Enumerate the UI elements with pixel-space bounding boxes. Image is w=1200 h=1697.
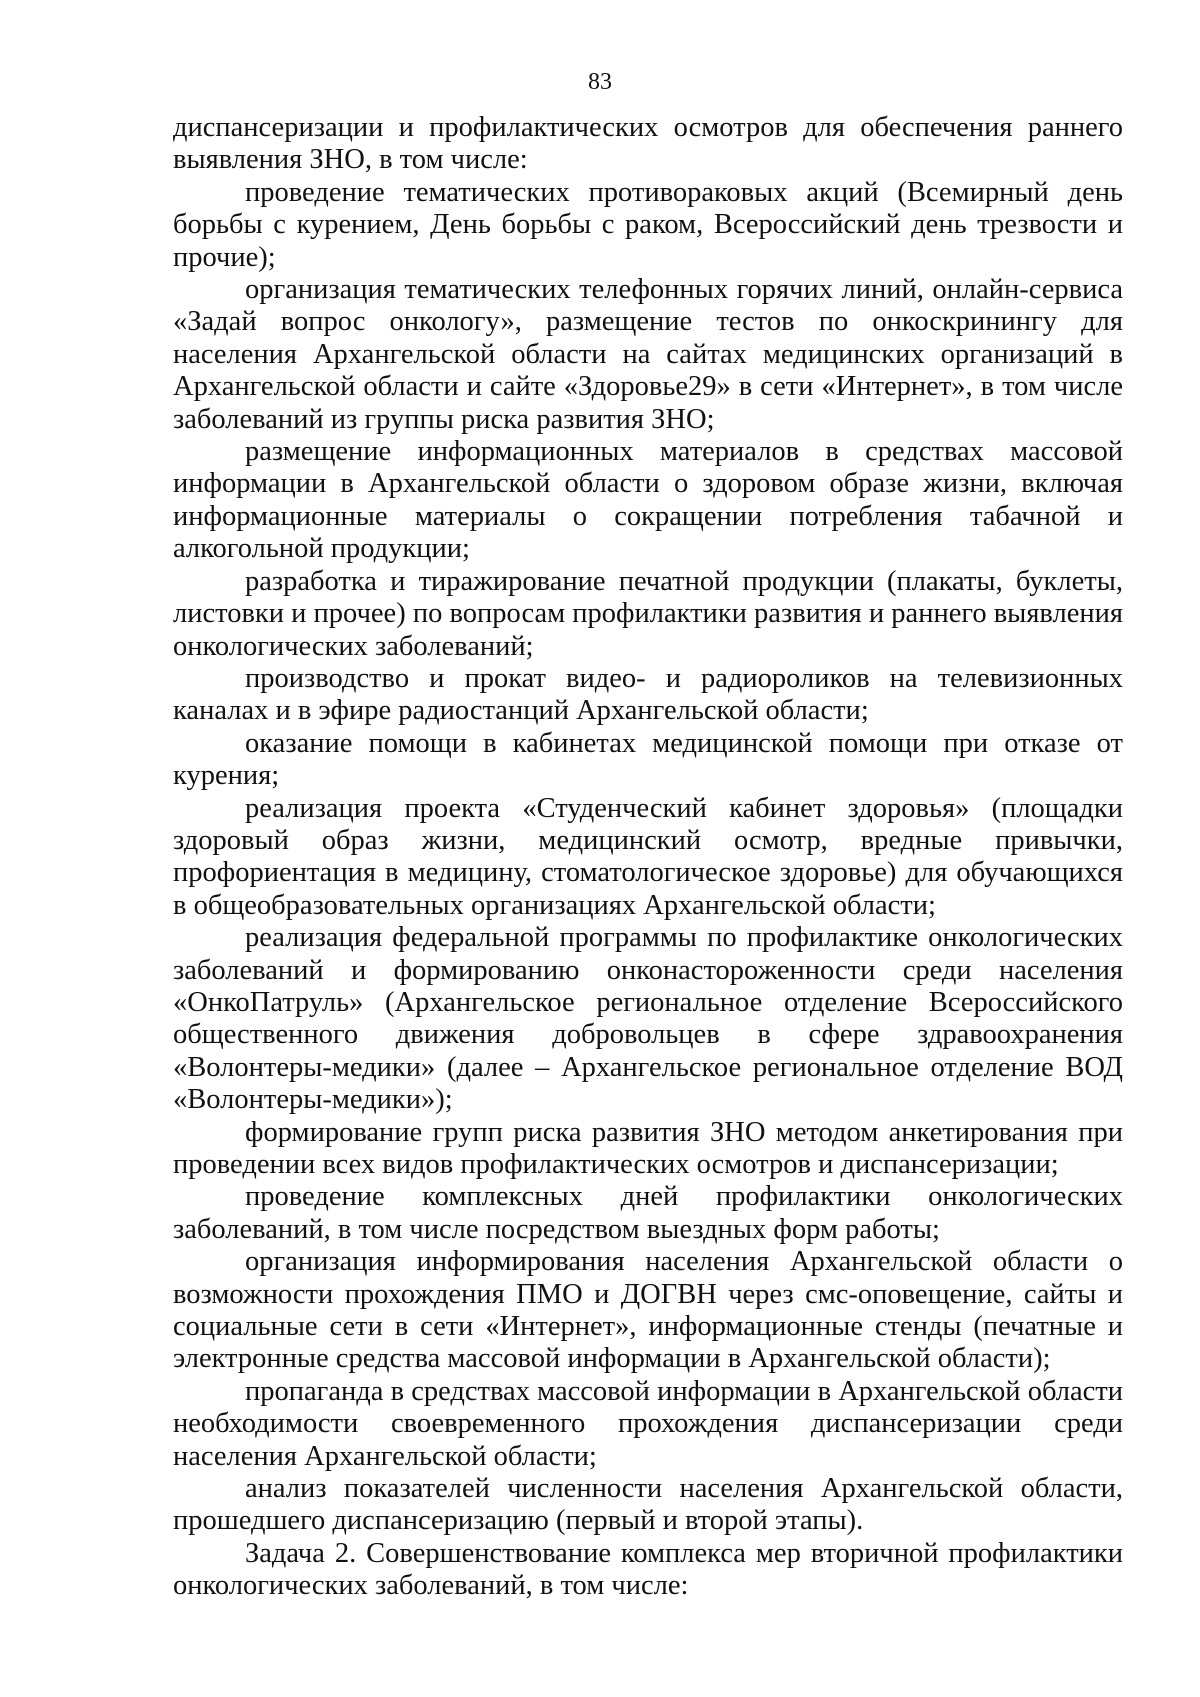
paragraph-hotlines: организация тематических телефонных горячих линий, онлайн-сервиса «Задай вопрос онкологу», размещение тестов по онкоскринингу для населения Архангельской области на сайтах медицинских организаций в Архангельской области и сайте «Здоровье29» в сети «Интернет», в том числе заболеваний из группы риска развития ЗНО; bbox=[173, 274, 1123, 435]
paragraph-student-health: реализация проекта «Студенческий кабинет здоровья» (площадки здоровый образ жизни, медицинский осмотр, вредные привычки, профориентация в медицину, стоматологическое здоровье) для обучающихся в общеобразовательных организациях Архангельской области; bbox=[173, 792, 1123, 921]
paragraph-oncopatrol: реализация федеральной программы по профилактике онкологических заболеваний и формированию онконастороженности среди населения «ОнкоПатруль» (Архангельское региональное отделение Всероссийского общественного движения добровольцев в сфере здравоохранения «Волонтеры-медики» (далее – Архангельское региональное отделение ВОД «Волонтеры-медики»); bbox=[173, 922, 1123, 1116]
paragraph-thematic-actions: проведение тематических противораковых акций (Всемирный день борьбы с курением, День борьбы с раком, Всероссийский день трезвости и прочие); bbox=[173, 176, 1123, 273]
paragraph-task-2: Задача 2. Совершенствование комплекса мер вторичной профилактики онкологических заболеваний, в том числе: bbox=[173, 1537, 1123, 1602]
paragraph-printed-products: разработка и тиражирование печатной продукции (плакаты, буклеты, листовки и прочее) по вопросам профилактики развития и раннего выявления онкологических заболеваний; bbox=[173, 565, 1123, 662]
document-body bbox=[173, 112, 1123, 1603]
paragraph-propaganda: пропаганда в средствах массовой информации в Архангельской области необходимости своевременного прохождения диспансеризации среди населения Архангельской области; bbox=[173, 1375, 1123, 1472]
paragraph-media-materials: размещение информационных материалов в средствах массовой информации в Архангельской области о здоровом образе жизни, включая информационные материалы о сокращении потребления табачной и алкогольной продукции; bbox=[173, 436, 1123, 565]
paragraph-continuation: диспансеризации и профилактических осмотров для обеспечения раннего выявления ЗНО, в том числе: bbox=[173, 112, 1123, 176]
paragraph-prevention-days: проведение комплексных дней профилактики онкологических заболеваний, в том числе посредством выездных форм работы; bbox=[173, 1181, 1123, 1245]
paragraph-smoking-cessation: оказание помощи в кабинетах медицинской помощи при отказе от курения; bbox=[173, 727, 1123, 792]
paragraph-analysis: анализ показателей численности населения Архангельской области, прошедшего диспансеризацию (первый и второй этапы). bbox=[173, 1473, 1123, 1537]
page-number: 83 bbox=[588, 69, 612, 95]
paragraph-video-radio: производство и прокат видео- и радиороликов на телевизионных каналах и в эфире радиостанций Архангельской области; bbox=[173, 662, 1123, 727]
paragraph-informing: организация информирования населения Архангельской области о возможности прохождения ПМО и ДОГВН через смс-оповещение, сайты и социальные сети в сети «Интернет», информационные стенды (печатные и электронные средства массовой информации в Архангельской области); bbox=[173, 1246, 1123, 1375]
paragraph-risk-groups: формирование групп риска развития ЗНО методом анкетирования при проведении всех видов профилактических осмотров и диспансеризации; bbox=[173, 1116, 1123, 1180]
